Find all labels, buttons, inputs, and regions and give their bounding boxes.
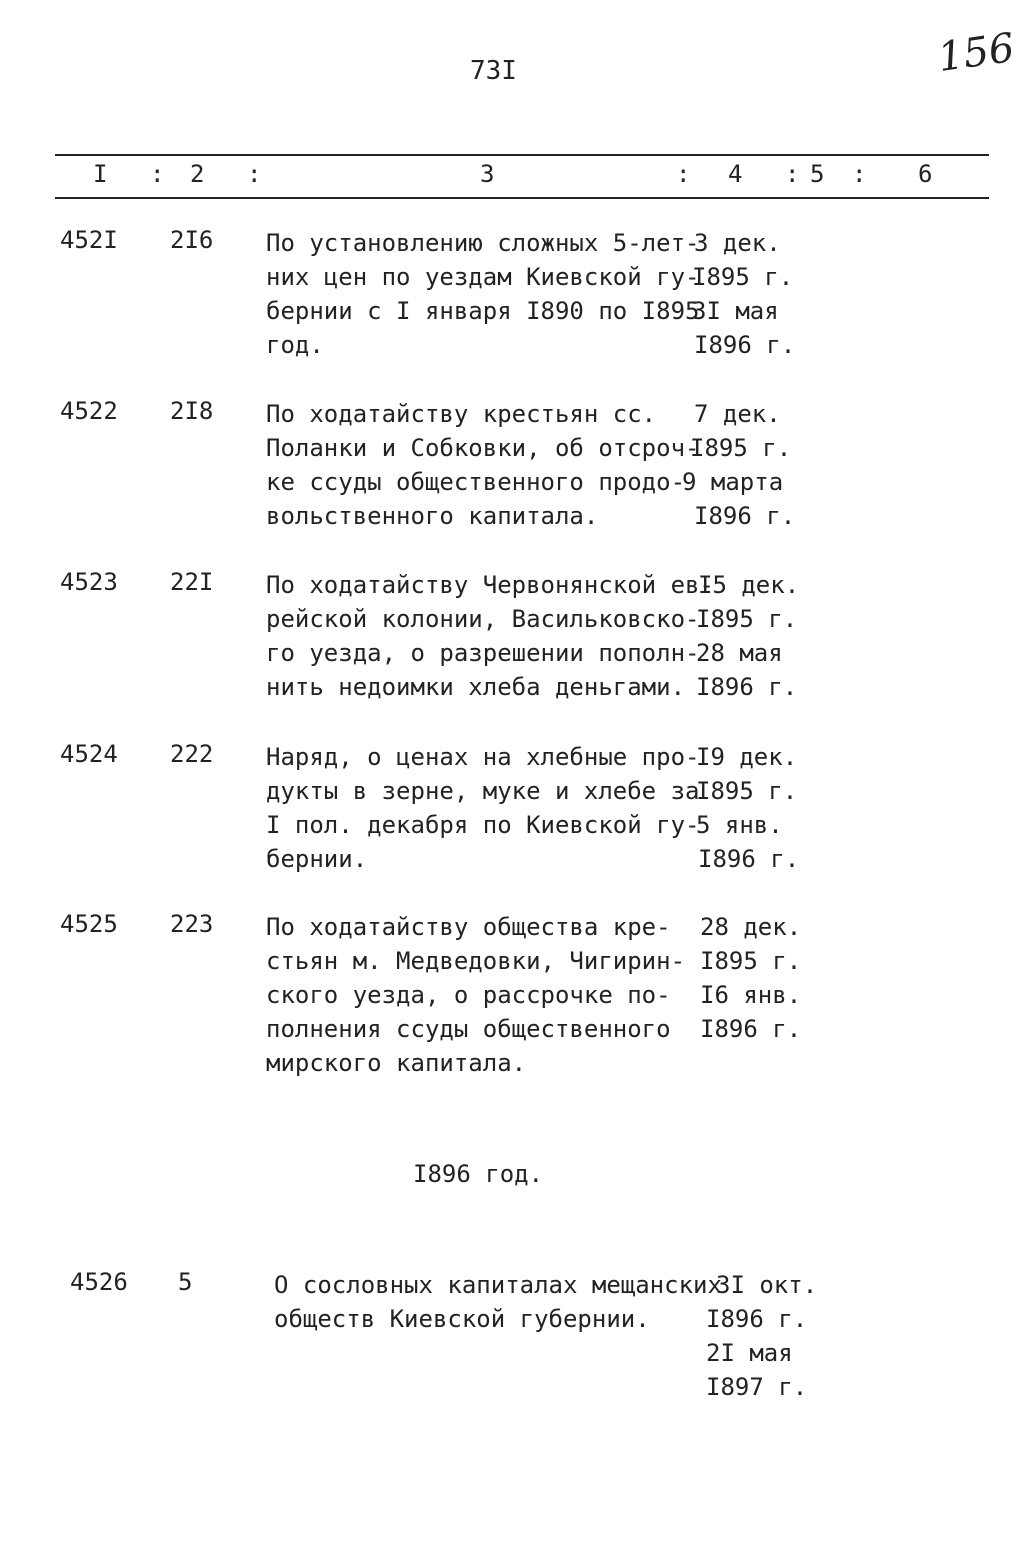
title-line: Поланки и Собковки, об отсроч- [266,434,700,462]
entry-number: 4522 [60,397,118,425]
date-line: 9 марта [682,468,784,496]
entry-page: 2I8 [170,397,214,425]
date-line: I897 г. [706,1373,808,1401]
date-line: I896 г. [694,502,796,530]
title-line: По ходатайству общества кре- [266,913,671,941]
title-line: бернии. [266,845,368,873]
title-line: обществ Киевской губернии. [274,1305,650,1333]
entry-number: 4526 [70,1268,128,1296]
column-separator: : [852,160,867,188]
entry-dates [682,226,812,362]
entry-dates [682,397,812,533]
title-line: ке ссуды общественного продо- [266,468,686,496]
entry-dates [682,740,812,876]
date-line: I895 г. [700,947,802,975]
header-bottom-rule [55,197,989,199]
entry-number: 452I [60,226,118,254]
entry-title [266,740,700,876]
folio-handwritten-number: 156 [935,24,1018,82]
entry-page: 5 [178,1268,193,1296]
title-line: О сословных капиталах мещанских [274,1271,722,1299]
column-separator: : [676,160,691,188]
title-line: мирского капитала. [266,1049,527,1077]
entry-page: 22I [170,568,214,596]
title-line: Наряд, о ценах на хлебные про- [266,743,700,771]
column-header-4: 4 [728,160,743,188]
entry-page: 222 [170,740,214,768]
date-line: I895 г. [696,777,798,805]
column-header-3: 3 [480,160,495,188]
column-separator: : [785,160,800,188]
column-separator: : [150,160,165,188]
title-line: полнения ссуды общественного [266,1015,671,1043]
date-line: 3 дек. [694,229,781,257]
header-top-rule [55,154,989,156]
date-line: 3I окт. [716,1271,818,1299]
entry-title [274,1268,722,1336]
date-line: I896 г. [706,1305,808,1333]
date-line: I895 г. [696,605,798,633]
entry-dates [682,910,812,1046]
date-line: I896 г. [698,845,800,873]
date-line: 2I мая [706,1339,793,1367]
date-line: 3I мая [692,297,779,325]
title-line: I пол. декабря по Киевской гу- [266,811,700,839]
entry-title [266,910,686,1080]
section-year-heading: I896 год. [413,1160,544,1188]
date-line: I896 г. [700,1015,802,1043]
entry-page: 223 [170,910,214,938]
date-line: I6 янв. [700,981,802,1009]
entry-dates [704,1268,834,1404]
title-line: бернии с I января I890 по I895 [266,297,700,325]
entry-title [266,226,700,362]
date-line: 28 мая [696,639,783,667]
column-header-5: 5 [810,160,825,188]
title-line: По ходатайству крестьян сс. [266,400,657,428]
title-line: нить недоимки хлеба деньгами. [266,673,686,701]
date-line: 5 янв. [696,811,783,839]
title-line: рейской колонии, Васильковско- [266,605,700,633]
entry-title [266,397,700,533]
date-line: I896 г. [694,331,796,359]
date-line: I895 г. [690,434,792,462]
date-line: 28 дек. [700,913,802,941]
date-line: I5 дек. [698,571,800,599]
column-header-1: I [93,160,108,188]
title-line: По установлению сложных 5-лет- [266,229,700,257]
entry-number: 4525 [60,910,118,938]
title-line: вольственного капитала. [266,502,599,530]
column-separator: : [247,160,262,188]
title-line: год. [266,331,324,359]
title-line: По ходатайству Червонянской ев- [266,571,714,599]
page-number: 73I [470,56,517,86]
title-line: дукты в зерне, муке и хлебе за [266,777,700,805]
entry-number: 4524 [60,740,118,768]
entry-dates [682,568,812,704]
entry-number: 4523 [60,568,118,596]
column-header-6: 6 [918,160,933,188]
title-line: стьян м. Медведовки, Чигирин- [266,947,686,975]
column-header-2: 2 [190,160,205,188]
entry-page: 2I6 [170,226,214,254]
title-line: них цен по уездам Киевской гу- [266,263,700,291]
date-line: I9 дек. [696,743,798,771]
entry-title [266,568,714,704]
date-line: I895 г. [692,263,794,291]
title-line: ского уезда, о рассрочке по- [266,981,671,1009]
date-line: I896 г. [696,673,798,701]
title-line: го уезда, о разрешении пополн- [266,639,700,667]
date-line: 7 дек. [694,400,781,428]
